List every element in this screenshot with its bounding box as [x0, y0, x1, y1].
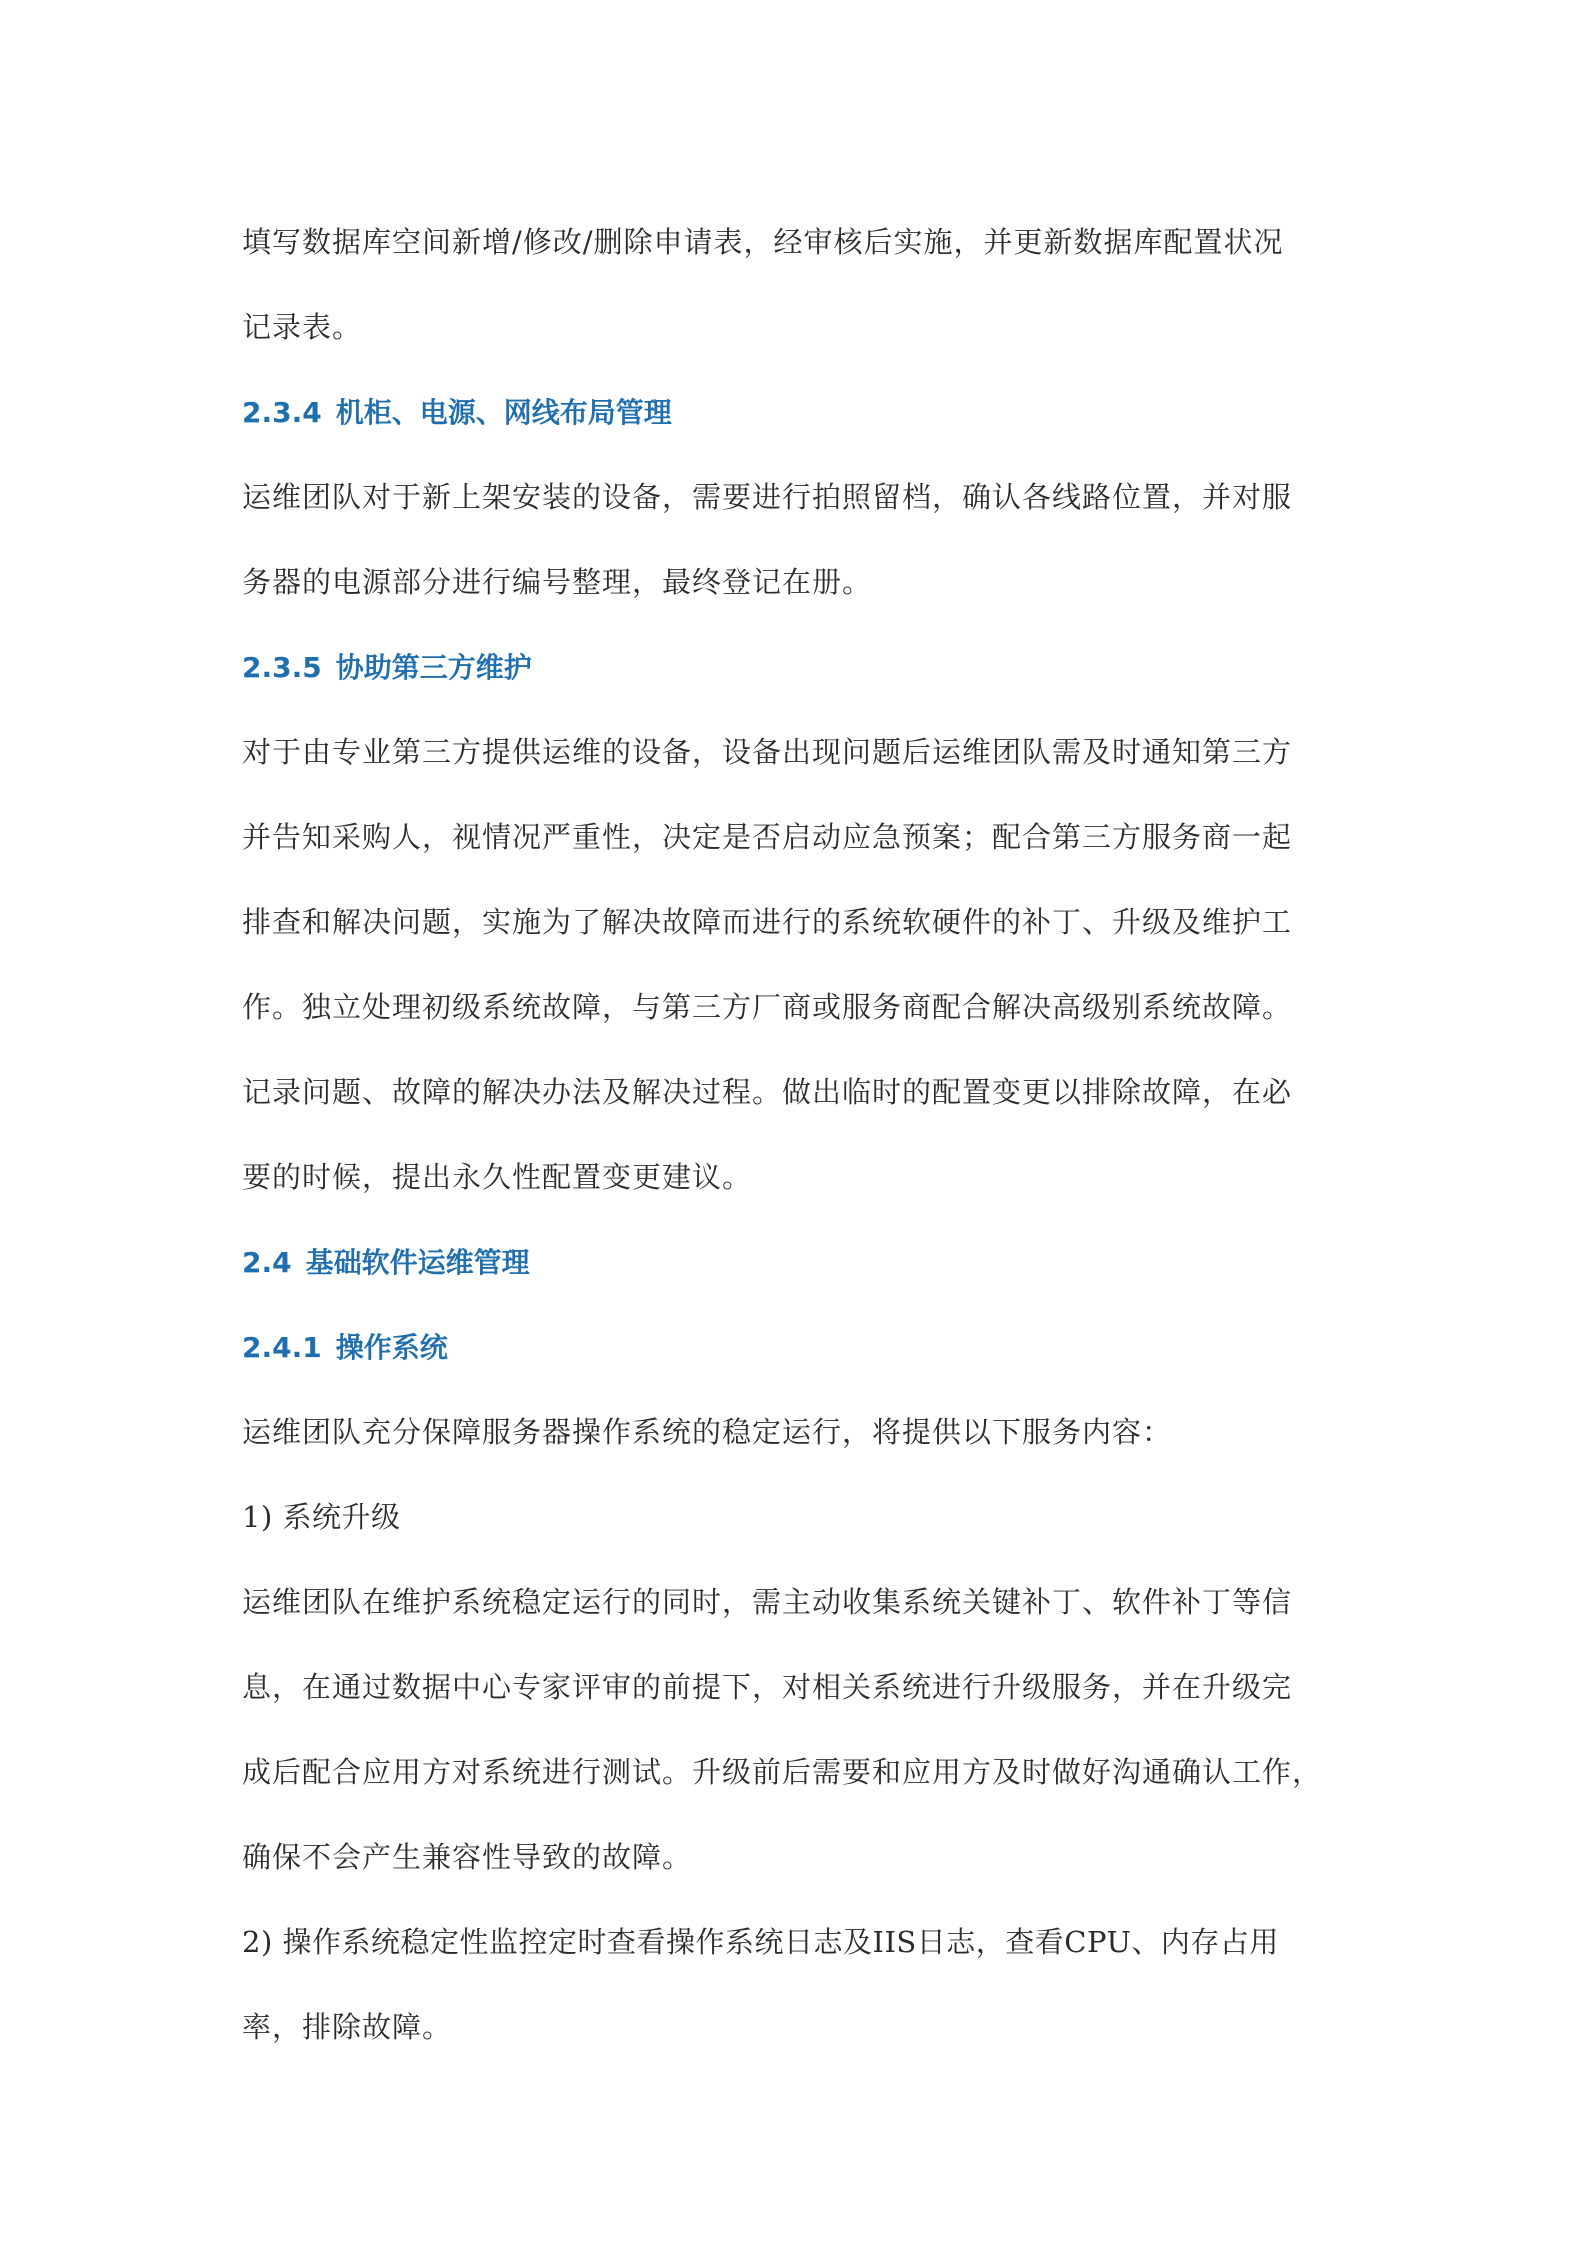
paragraph-line: 息，在通过数据中心专家评审的前提下，对相关系统进行升级服务，并在升级完	[242, 1670, 1293, 1704]
paragraph-line: 记录问题、故障的解决办法及解决过程。做出临时的配置变更以排除故障，在必	[242, 1075, 1293, 1109]
paragraph-line: 确保不会产生兼容性导致的故障。	[242, 1840, 693, 1874]
paragraph-line: 要的时候，提出永久性配置变更建议。	[242, 1160, 753, 1194]
paragraph-line: 作。独立处理初级系统故障，与第三方厂商或服务商配合解决高级别系统故障。	[242, 990, 1293, 1024]
section-heading-2-4-1	[242, 1305, 1352, 1390]
paragraph-line: 填写数据库空间新增/修改/删除申请表，经审核后实施，并更新数据库配置状况	[242, 225, 1284, 259]
list-item-label: 1) 系统升级	[242, 1500, 401, 1534]
document-body	[242, 200, 1352, 2070]
section-number: 2.3.5	[242, 651, 322, 684]
section-number: 2.4	[242, 1246, 292, 1279]
paragraph-line: 运维团队在维护系统稳定运行的同时，需主动收集系统关键补丁、软件补丁等信	[242, 1585, 1293, 1619]
section-heading-2-4	[242, 1220, 1352, 1305]
section-number: 2.3.4	[242, 396, 322, 429]
section-title: 机柜、电源、网线布局管理	[335, 396, 672, 429]
section-title: 协助第三方维护	[335, 651, 532, 684]
section-title: 操作系统	[335, 1331, 448, 1364]
section-heading-2-3-5	[242, 625, 1352, 710]
paragraph-line: 运维团队对于新上架安装的设备，需要进行拍照留档，确认各线路位置，并对服	[242, 480, 1293, 514]
list-item-line: 2) 操作系统稳定性监控定时查看操作系统日志及IIS日志，查看CPU、内存占用	[242, 1925, 1279, 1959]
section-heading-2-3-4	[242, 370, 1352, 455]
paragraph-line: 排查和解决问题，实施为了解决故障而进行的系统软硬件的补丁、升级及维护工	[242, 905, 1293, 939]
section-number: 2.4.1	[242, 1331, 322, 1364]
paragraph-line: 成后配合应用方对系统进行测试。升级前后需要和应用方及时做好沟通确认工作，	[242, 1755, 1323, 1789]
paragraph-line: 并告知采购人，视情况严重性，决定是否启动应急预案；配合第三方服务商一起	[242, 820, 1293, 854]
paragraph-line: 务器的电源部分进行编号整理，最终登记在册。	[242, 565, 873, 599]
paragraph-line: 记录表。	[242, 310, 363, 344]
paragraph-line: 对于由专业第三方提供运维的设备，设备出现问题后运维团队需及时通知第三方	[242, 735, 1293, 769]
paragraph-line: 运维团队充分保障服务器操作系统的稳定运行，将提供以下服务内容：	[242, 1415, 1173, 1449]
paragraph-line: 率，排除故障。	[242, 2010, 453, 2044]
section-title: 基础软件运维管理	[305, 1246, 530, 1279]
